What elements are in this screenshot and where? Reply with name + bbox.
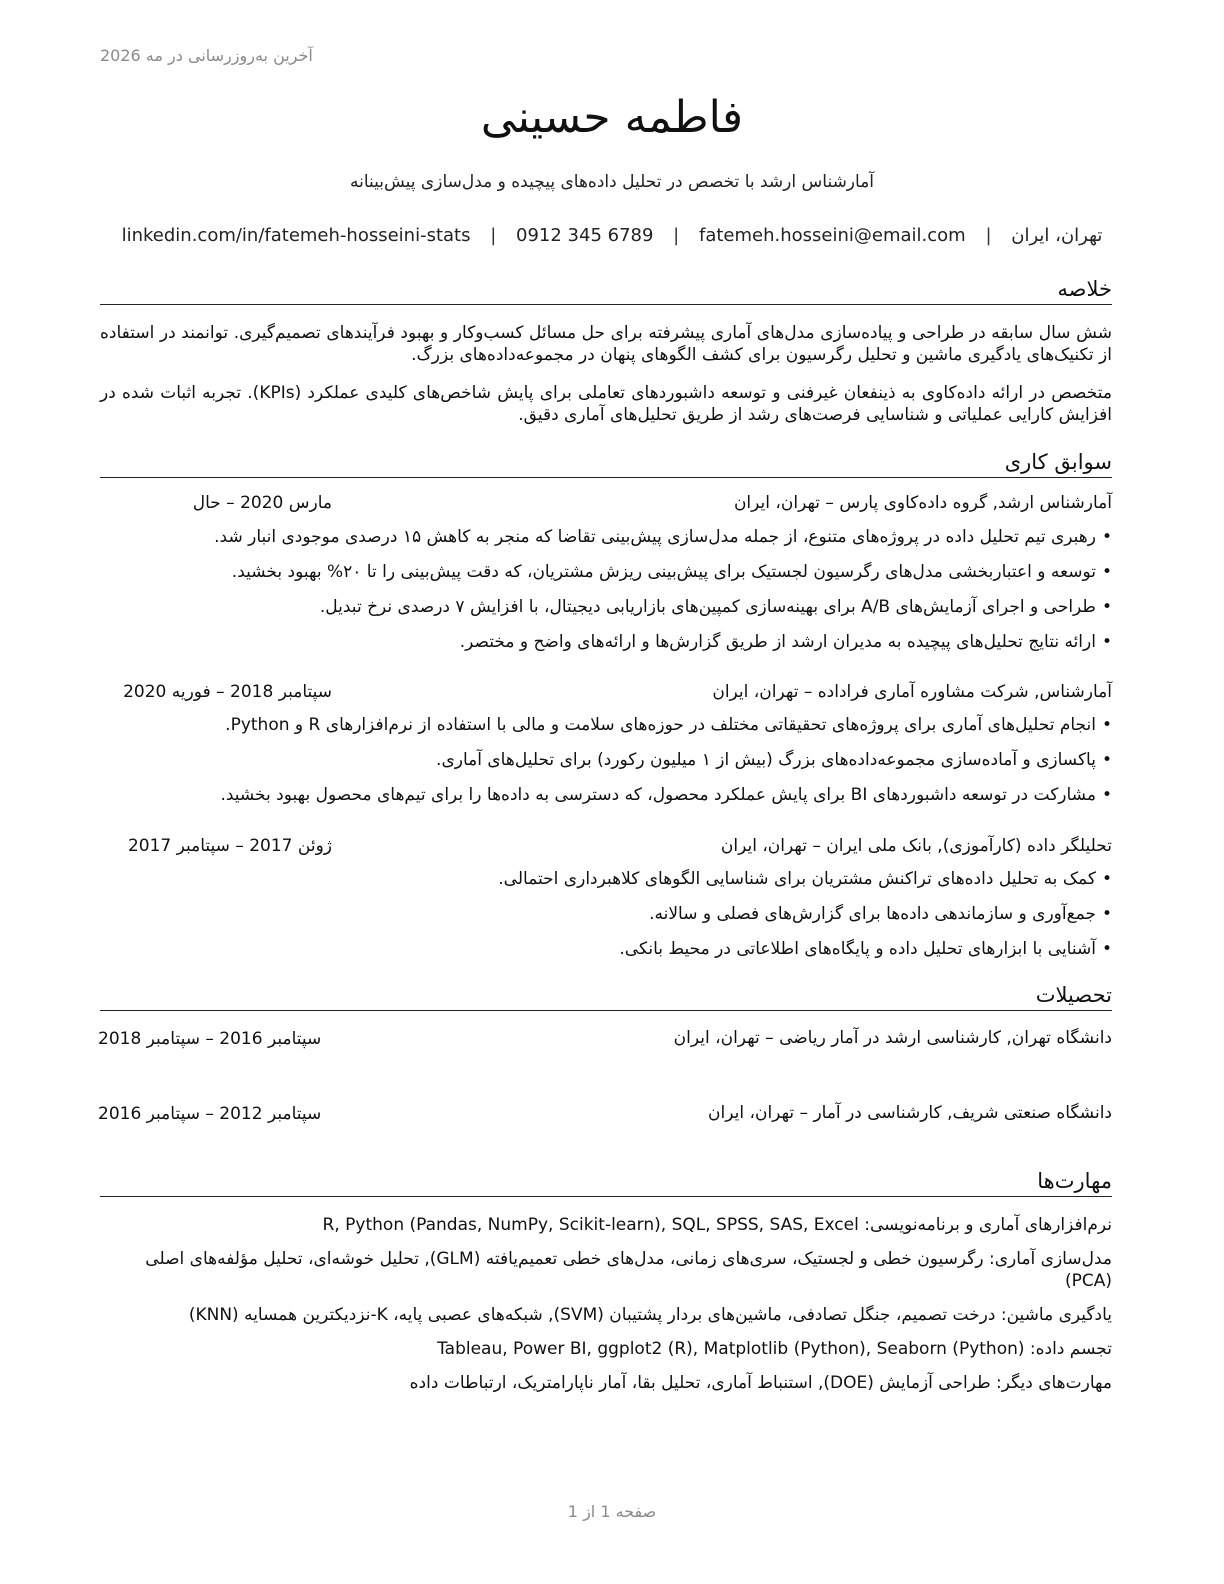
education-dates: سپتامبر 2012 – سپتامبر 2016: [98, 1104, 322, 1124]
job-dates: سپتامبر 2018 – فوریه 2020: [123, 682, 332, 702]
skill-label: نرم‌افزارهای آماری و برنامه‌نویسی:: [864, 1215, 1112, 1235]
skills-heading: مهارت‌ها: [100, 1168, 1112, 1197]
skill-value: رگرسیون خطی و لجستیک، سری‌های زمانی، مدل‌های خطی تعمیم‌یافته (GLM), تحلیل خوشه‌ای، تحلیل مؤلفه‌های اصلی (PCA): [145, 1249, 1112, 1291]
bullet-text: انجام تحلیل‌های آماری برای پروژه‌های تحقیقاتی مختلف در حوزه‌های سلامت و مالی با استفاده از نرم‌افزارهای R و Python.: [225, 715, 1096, 735]
education-item: [100, 1101, 1112, 1153]
contact-phone: 0912 345 6789: [516, 225, 654, 246]
last-updated-note: آخرین به‌روزرسانی در مه 2026: [100, 46, 313, 65]
skill-label: تجسم داده:: [1029, 1339, 1112, 1359]
bullet-text: رهبری تیم تحلیل داده در پروژه‌های متنوع، از جمله مدل‌سازی پیش‌بینی تقاضا که منجر به کاهش ۱۵ درصدی موجودی انبار شد.: [214, 527, 1096, 547]
skill-value: Tableau, Power BI, ggplot2 (R), Matplotlib (Python), Seaborn (Python): [437, 1339, 1025, 1359]
contact-location: تهران، ایران: [1011, 225, 1103, 246]
job-bullets: [100, 867, 1112, 972]
job-dates: ژوئن 2017 – سپتامبر 2017: [127, 836, 332, 856]
skill-label: مدل‌سازی آماری:: [989, 1249, 1112, 1269]
contact-line: [0, 225, 1224, 246]
list-item: •کمک به تحلیل داده‌های تراکنش مشتریان برای شناسایی الگوهای کلاهبرداری احتمالی.: [498, 869, 1112, 889]
bullet-text: جمع‌آوری و سازماندهی داده‌ها برای گزارش‌های فصلی و سالانه.: [649, 904, 1096, 924]
skill-row: [100, 1372, 1112, 1394]
list-item: •جمع‌آوری و سازماندهی داده‌ها برای گزارش‌های فصلی و سالانه.: [649, 904, 1112, 924]
education-title: دانشگاه صنعتی شریف, کارشناسی در آمار – تهران، ایران: [708, 1103, 1112, 1123]
skill-row: [100, 1214, 1112, 1236]
list-item: •رهبری تیم تحلیل داده در پروژه‌های متنوع، از جمله مدل‌سازی پیش‌بینی تقاضا که منجر به کاهش ۱۵ درصدی موجودی انبار شد.: [214, 527, 1112, 547]
bullet-text: مشارکت در توسعه داشبوردهای BI برای پایش عملکرد محصول، که دسترسی به داده‌ها را برای تیم‌های محصول بهبود بخشید.: [220, 785, 1096, 805]
contact-separator: |: [985, 225, 992, 246]
bullet-text: پاکسازی و آماده‌سازی مجموعه‌داده‌های بزرگ (بیش از ۱ میلیون رکورد) برای تحلیل‌های آماری.: [436, 750, 1096, 770]
list-item: •آشنایی با ابزارهای تحلیل داده و پایگاه‌های اطلاعاتی در محیط بانکی.: [619, 939, 1112, 959]
page-number: صفحه 1 از 1: [567, 1502, 657, 1521]
job-title: آمارشناس ارشد, گروه داده‌کاوی پارس – تهران، ایران: [733, 493, 1112, 513]
skill-label: مهارت‌های دیگر:: [996, 1373, 1112, 1393]
skill-row: [100, 1248, 1112, 1292]
education-item: [100, 1026, 1112, 1078]
list-item: •مشارکت در توسعه داشبوردهای BI برای پایش عملکرد محصول، که دسترسی به داده‌ها را برای تیم‌های محصول بهبود بخشید.: [220, 785, 1112, 805]
job-dates: مارس 2020 – حال: [192, 493, 332, 513]
list-item: •طراحی و اجرای آزمایش‌های A/B برای بهینه‌سازی کمپین‌های بازاریابی دیجیتال، با افزایش ۷ درصدی نرخ تبدیل.: [319, 597, 1112, 617]
skill-value: R, Python (Pandas, NumPy, Scikit-learn), SQL, SPSS, SAS, Excel: [322, 1215, 859, 1235]
job-header: [100, 493, 1112, 517]
contact-separator: |: [673, 225, 680, 246]
skill-value: درخت تصمیم، جنگل تصادفی، ماشین‌های بردار پشتیبان (SVM), شبکه‌های عصبی پایه، K-نزدیکترین همسایه (KNN): [188, 1305, 996, 1325]
list-item: •پاکسازی و آماده‌سازی مجموعه‌داده‌های بزرگ (بیش از ۱ میلیون رکورد) برای تحلیل‌های آماری.: [436, 750, 1112, 770]
list-item: •ارائه نتایج تحلیل‌های پیچیده به مدیران ارشد از طریق گزارش‌ها و ارائه‌های واضح و مختصر.: [459, 632, 1112, 652]
list-item: •توسعه و اعتباربخشی مدل‌های رگرسیون لجستیک برای پیش‌بینی ریزش مشتریان، که دقت پیش‌بینی را تا ۲۰% بهبود بخشید.: [231, 562, 1112, 582]
contact-separator: |: [490, 225, 497, 246]
job-header: [100, 836, 1112, 860]
person-name: فاطمه حسینی: [480, 92, 744, 143]
job-header: [100, 682, 1112, 706]
summary-paragraph-1: شش سال سابقه در طراحی و پیاده‌سازی مدل‌های آماری پیشرفته برای حل مسائل کسب‌وکار و بهبود فرآیندهای تصمیم‌گیری. توانمند در استفاده از تکنیک‌های یادگیری ماشین و تحلیل رگرسیون برای کشف الگوهای پنهان در مجموعه‌داده‌های بزرگ.: [100, 323, 1112, 365]
bullet-text: کمک به تحلیل داده‌های تراکنش مشتریان برای شناسایی الگوهای کلاهبرداری احتمالی.: [498, 869, 1096, 889]
job-bullets: [100, 525, 1112, 665]
skill-value: طراحی آزمایش (DOE), استنباط آماری، تحلیل بقا، آمار ناپارامتریک، ارتباطات داده: [409, 1373, 991, 1393]
job-title: تحلیلگر داده (کارآموزی), بانک ملی ایران – تهران، ایران: [720, 836, 1112, 856]
summary-heading: خلاصه: [100, 276, 1112, 305]
contact-email-link[interactable]: fatemeh.hosseini@email.com: [698, 225, 966, 246]
skill-row: [100, 1338, 1112, 1360]
skill-label: یادگیری ماشین:: [1000, 1305, 1112, 1325]
job-title: آمارشناس, شرکت مشاوره آماری فرادادە – تهران، ایران: [712, 682, 1112, 702]
experience-heading: سوابق کاری: [100, 449, 1112, 478]
skill-row: [100, 1304, 1112, 1326]
tagline: آمارشناس ارشد با تخصص در تحلیل داده‌های پیچیده و مدل‌سازی پیش‌بینانه: [349, 172, 875, 192]
list-item: •انجام تحلیل‌های آماری برای پروژه‌های تحقیقاتی مختلف در حوزه‌های سلامت و مالی با استفاده از نرم‌افزارهای R و Python.: [225, 715, 1112, 735]
summary-paragraph-2: متخصص در ارائه داده‌کاوی به ذینفعان غیرفنی و توسعه داشبوردهای تعاملی برای پایش شاخص‌های کلیدی عملکرد (KPIs). تجربه اثبات شده در افزایش کارایی عملیاتی و شناسایی فرصت‌های رشد از طریق تحلیل‌های آماری دقیق.: [100, 383, 1112, 425]
contact-linkedin-link[interactable]: linkedin.com/in/fatemeh-hosseini-stats: [121, 225, 471, 246]
education-dates: سپتامبر 2016 – سپتامبر 2018: [98, 1029, 322, 1049]
skills-list: [100, 1214, 1112, 1406]
bullet-text: ارائه نتایج تحلیل‌های پیچیده به مدیران ارشد از طریق گزارش‌ها و ارائه‌های واضح و مختصر.: [459, 632, 1096, 652]
job-bullets: [100, 713, 1112, 818]
bullet-text: آشنایی با ابزارهای تحلیل داده و پایگاه‌های اطلاعاتی در محیط بانکی.: [619, 939, 1096, 959]
education-heading: تحصیلات: [100, 982, 1112, 1011]
bullet-text: توسعه و اعتباربخشی مدل‌های رگرسیون لجستیک برای پیش‌بینی ریزش مشتریان، که دقت پیش‌بینی را تا ۲۰% بهبود بخشید.: [231, 562, 1096, 582]
education-title: دانشگاه تهران, کارشناسی ارشد در آمار ریاضی – تهران، ایران: [673, 1028, 1112, 1048]
bullet-text: طراحی و اجرای آزمایش‌های A/B برای بهینه‌سازی کمپین‌های بازاریابی دیجیتال، با افزایش ۷ درصدی نرخ تبدیل.: [319, 597, 1096, 617]
